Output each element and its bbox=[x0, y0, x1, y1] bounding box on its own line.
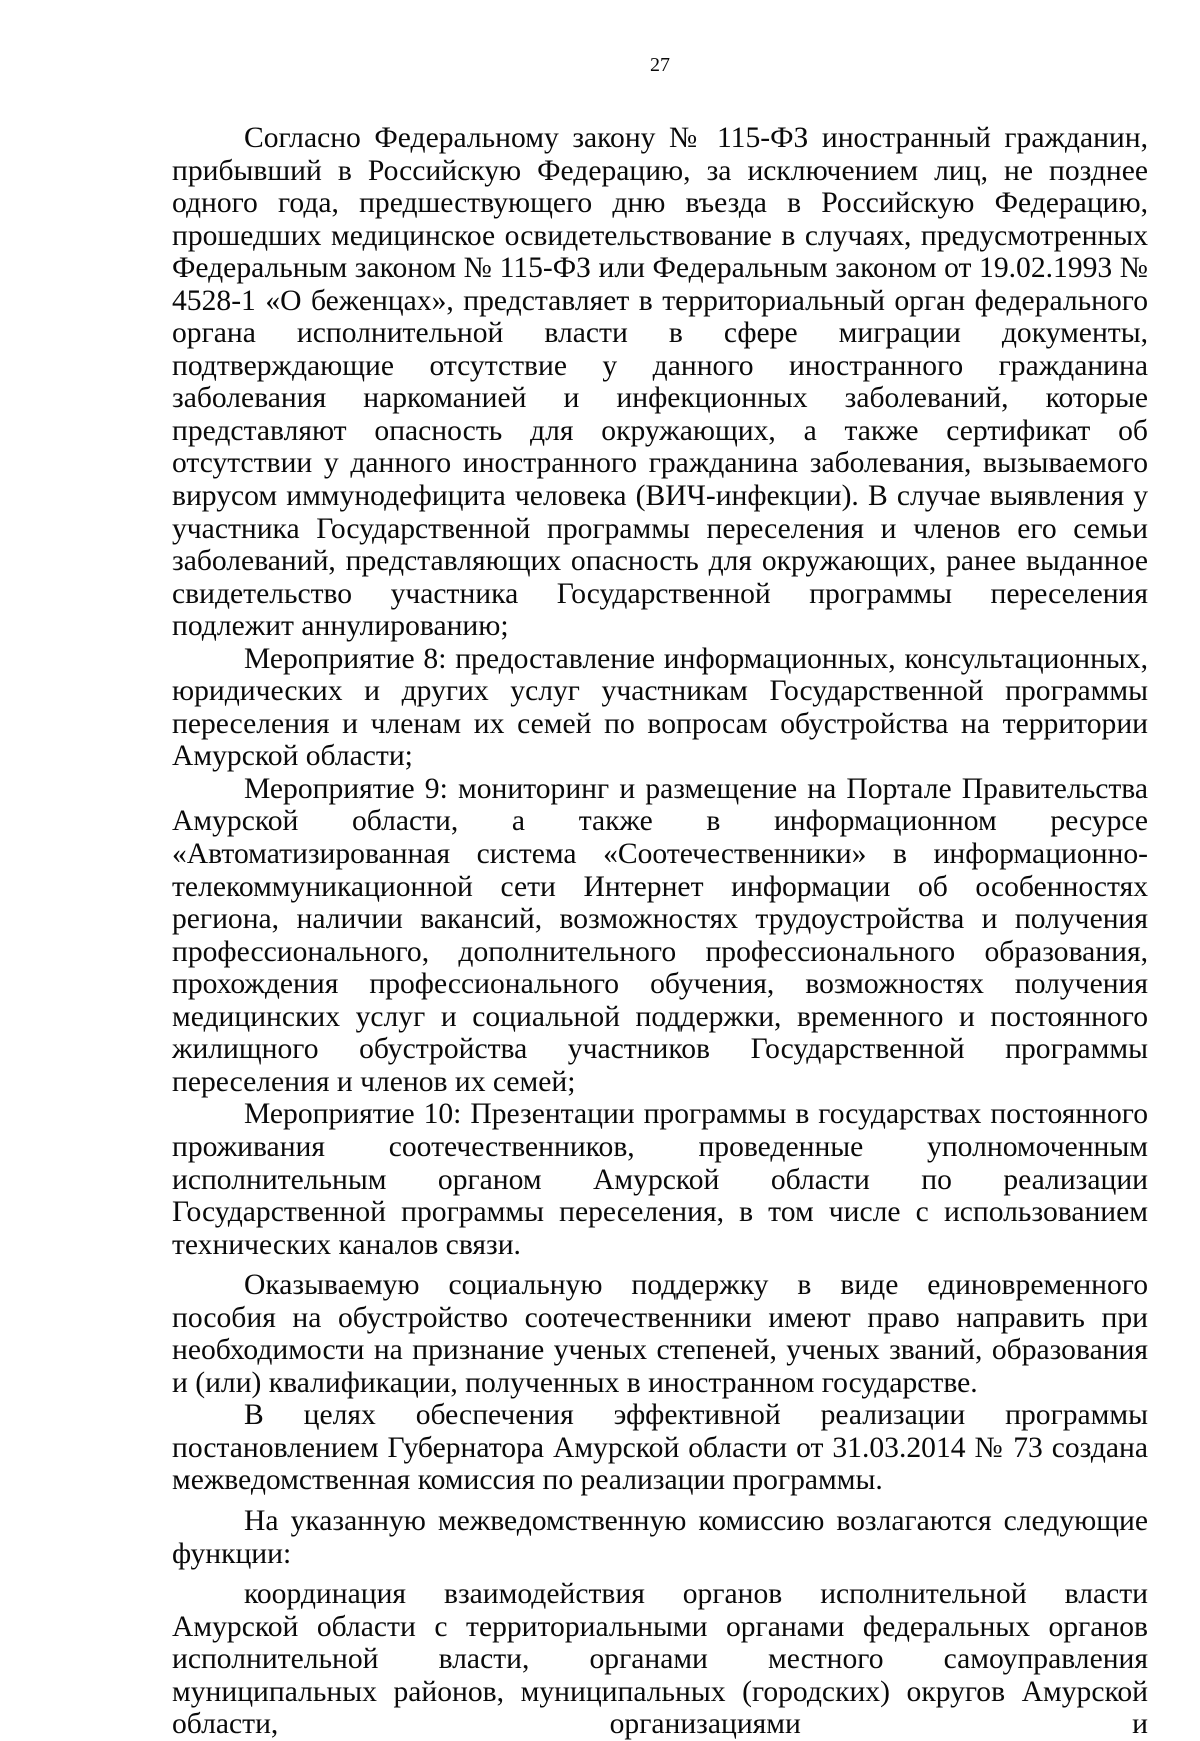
paragraph-measure-9: Мероприятие 9: мониторинг и размещение на Портале Правительства Амурской области, а также в информационном ресурсе «Автоматизированная система «Соотечественники» в информационно-телекоммуникационной сети Интернет информации об особенностях региона, наличии вакансий, возможностях трудоустройства и получения профессионального, дополнительного профессионального образования, прохождения профессионального обучения, возможностях получения медицинских услуг и социальной поддержки, временного и постоянного жилищного обустройства участников Государственной программы переселения и членов их семей; bbox=[172, 772, 1148, 1098]
paragraph-coordination: координация взаимодействия органов исполнительной власти Амурской области с территориальными органами федеральных органов исполнительной власти, органами местного самоуправления муниципальных районов, муниципальных (городских) округов Амурской области, организациями и bbox=[172, 1578, 1148, 1741]
paragraph-interdepartmental-commission: В целях обеспечения эффективной реализации программы постановлением Губернатора Амурской области от 31.03.2014 № 73 создана межведомственная комиссия по реализации программы. bbox=[172, 1399, 1148, 1497]
paragraph-medical-certificates: Согласно Федеральному закону № 115-ФЗ иностранный гражданин, прибывший в Российскую Федерацию, за исключением лиц, не позднее одного года, предшествующего дню въезда в Российскую Федерацию, прошедших медицинское освидетельствование в случаях, предусмотренных Федеральным законом № 115-ФЗ или Федеральным законом от 19.02.1993 № 4528-1 «О беженцах», представляет в территориальный орган федерального органа исполнительной власти в сфере миграции документы, подтверждающие отсутствие у данного иностранного гражданина заболевания наркоманией и инфекционных заболеваний, которые представляют опасность для окружающих, а также сертификат об отсутствии у данного иностранного гражданина заболевания, вызываемого вирусом иммунодефицита человека (ВИЧ-инфекции). В случае выявления у участника Государственной программы переселения и членов его семьи заболеваний, представляющих опасность для окружающих, ранее выданное свидетельство участника Государственной программы переселения подлежит аннулированию; bbox=[172, 122, 1148, 643]
document-body bbox=[172, 122, 1148, 1741]
paragraph-measure-10: Мероприятие 10: Презентации программы в государствах постоянного проживания соотечественников, проведенные уполномоченным исполнительным органом Амурской области по реализации Государственной программы переселения, в том числе с использованием технических каналов связи. bbox=[172, 1098, 1148, 1261]
paragraph-measure-8: Мероприятие 8: предоставление информационных, консультационных, юридических и других услуг участникам Государственной программы переселения и членам их семей по вопросам обустройства на территории Амурской области; bbox=[172, 642, 1148, 773]
page-number: 27 bbox=[650, 54, 670, 76]
paragraph-social-support: Оказываемую социальную поддержку в виде единовременного пособия на обустройство соотечественники имеют право направить при необходимости на признание ученых степеней, ученых званий, образования и (или) квалификации, полученных в иностранном государстве. bbox=[172, 1269, 1148, 1399]
paragraph-commission-functions: На указанную межведомственную комиссию возлагаются следующие функции: bbox=[172, 1504, 1148, 1570]
